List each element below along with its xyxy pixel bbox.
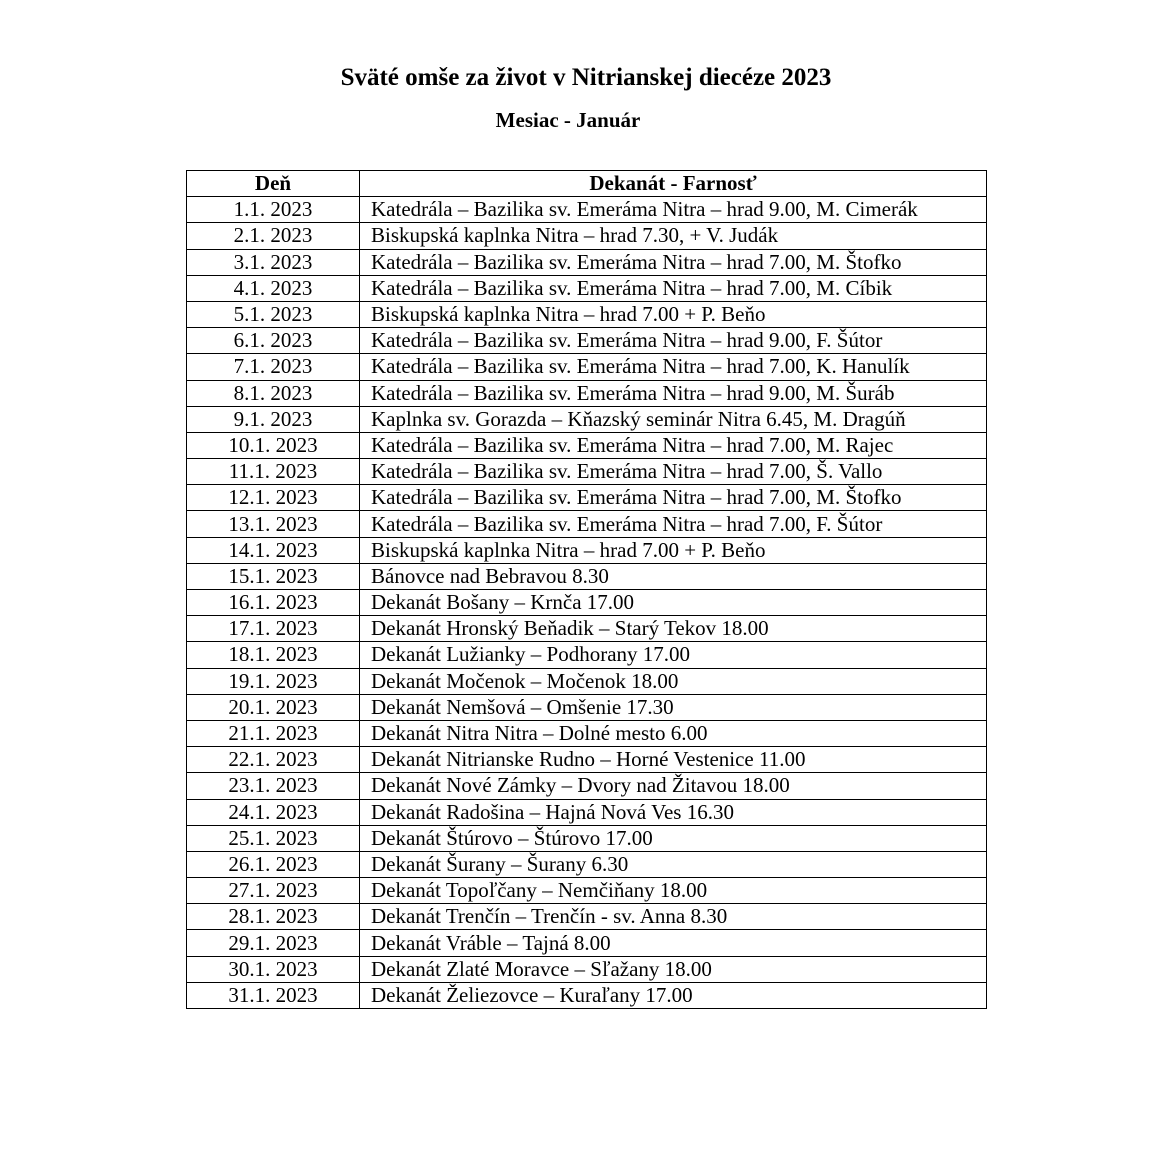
row-date: 1.1. 2023	[187, 197, 360, 223]
table-header-row	[187, 171, 987, 197]
row-date: 28.1. 2023	[187, 904, 360, 930]
table-row	[187, 773, 987, 799]
table-row	[187, 878, 987, 904]
row-date: 17.1. 2023	[187, 616, 360, 642]
table-row	[187, 485, 987, 511]
row-parish: Kaplnka sv. Gorazda – Kňazský seminár Nitra 6.45, M. Dragúň	[360, 406, 987, 432]
row-parish: Katedrála – Bazilika sv. Emeráma Nitra – hrad 7.00, M. Štofko	[360, 249, 987, 275]
row-parish: Katedrála – Bazilika sv. Emeráma Nitra – hrad 9.00, M. Cimerák	[360, 197, 987, 223]
row-parish: Biskupská kaplnka Nitra – hrad 7.30, + V. Judák	[360, 223, 987, 249]
table-row	[187, 616, 987, 642]
row-parish: Dekanát Nitra Nitra – Dolné mesto 6.00	[360, 720, 987, 746]
row-parish: Dekanát Nemšová – Omšenie 17.30	[360, 694, 987, 720]
row-parish: Dekanát Radošina – Hajná Nová Ves 16.30	[360, 799, 987, 825]
document-title: Sväté omše za život v Nitrianskej diecéze 2023	[340, 64, 832, 91]
row-parish: Katedrála – Bazilika sv. Emeráma Nitra – hrad 7.00, M. Cíbik	[360, 275, 987, 301]
row-date: 8.1. 2023	[187, 380, 360, 406]
row-date: 19.1. 2023	[187, 668, 360, 694]
row-date: 13.1. 2023	[187, 511, 360, 537]
row-date: 3.1. 2023	[187, 249, 360, 275]
table-row	[187, 511, 987, 537]
table-body	[187, 197, 987, 1009]
row-date: 4.1. 2023	[187, 275, 360, 301]
row-parish: Dekanát Trenčín – Trenčín - sv. Anna 8.30	[360, 904, 987, 930]
row-date: 16.1. 2023	[187, 590, 360, 616]
table-row	[187, 590, 987, 616]
row-parish: Dekanát Želiezovce – Kuraľany 17.00	[360, 982, 987, 1008]
row-parish: Dekanát Vráble – Tajná 8.00	[360, 930, 987, 956]
row-parish: Dekanát Hronský Beňadik – Starý Tekov 18.00	[360, 616, 987, 642]
table-row	[187, 354, 987, 380]
row-date: 10.1. 2023	[187, 432, 360, 458]
table-row	[187, 694, 987, 720]
row-date: 9.1. 2023	[187, 406, 360, 432]
document-subtitle: Mesiac - Január	[495, 108, 641, 132]
row-parish: Dekanát Lužianky – Podhorany 17.00	[360, 642, 987, 668]
row-date: 23.1. 2023	[187, 773, 360, 799]
table-row	[187, 223, 987, 249]
row-date: 22.1. 2023	[187, 747, 360, 773]
table-row	[187, 406, 987, 432]
row-parish: Katedrála – Bazilika sv. Emeráma Nitra – hrad 7.00, Š. Vallo	[360, 459, 987, 485]
column-header-parish: Dekanát - Farnosť	[360, 171, 987, 197]
table-row	[187, 197, 987, 223]
row-parish: Dekanát Topoľčany – Nemčiňany 18.00	[360, 878, 987, 904]
table-row	[187, 275, 987, 301]
row-parish: Katedrála – Bazilika sv. Emeráma Nitra – hrad 7.00, K. Hanulík	[360, 354, 987, 380]
row-parish: Katedrála – Bazilika sv. Emeráma Nitra – hrad 7.00, F. Šútor	[360, 511, 987, 537]
row-parish: Biskupská kaplnka Nitra – hrad 7.00 + P. Beňo	[360, 537, 987, 563]
table-row	[187, 537, 987, 563]
row-date: 25.1. 2023	[187, 825, 360, 851]
table-row	[187, 851, 987, 877]
table-row	[187, 249, 987, 275]
row-date: 27.1. 2023	[187, 878, 360, 904]
row-date: 5.1. 2023	[187, 301, 360, 327]
row-parish: Dekanát Bošany – Krnča 17.00	[360, 590, 987, 616]
table-row	[187, 380, 987, 406]
table-row	[187, 799, 987, 825]
row-parish: Katedrála – Bazilika sv. Emeráma Nitra – hrad 7.00, M. Rajec	[360, 432, 987, 458]
table-row	[187, 825, 987, 851]
row-parish: Dekanát Zlaté Moravce – Sľažany 18.00	[360, 956, 987, 982]
table-row	[187, 459, 987, 485]
row-parish: Bánovce nad Bebravou 8.30	[360, 563, 987, 589]
table-row	[187, 328, 987, 354]
table-row	[187, 930, 987, 956]
table-row	[187, 956, 987, 982]
row-date: 15.1. 2023	[187, 563, 360, 589]
table-row	[187, 904, 987, 930]
row-date: 12.1. 2023	[187, 485, 360, 511]
column-header-date: Deň	[187, 171, 360, 197]
row-date: 18.1. 2023	[187, 642, 360, 668]
row-parish: Dekanát Močenok – Močenok 18.00	[360, 668, 987, 694]
row-date: 21.1. 2023	[187, 720, 360, 746]
table-row	[187, 642, 987, 668]
table-row	[187, 668, 987, 694]
table-row	[187, 432, 987, 458]
row-date: 30.1. 2023	[187, 956, 360, 982]
table-row	[187, 720, 987, 746]
table-row	[187, 982, 987, 1008]
row-date: 7.1. 2023	[187, 354, 360, 380]
mass-schedule-table	[186, 170, 987, 1009]
row-date: 29.1. 2023	[187, 930, 360, 956]
row-parish: Biskupská kaplnka Nitra – hrad 7.00 + P. Beňo	[360, 301, 987, 327]
row-parish: Dekanát Nitrianske Rudno – Horné Vestenice 11.00	[360, 747, 987, 773]
table-row	[187, 301, 987, 327]
row-date: 20.1. 2023	[187, 694, 360, 720]
row-date: 11.1. 2023	[187, 459, 360, 485]
table-row	[187, 563, 987, 589]
row-date: 6.1. 2023	[187, 328, 360, 354]
row-date: 14.1. 2023	[187, 537, 360, 563]
row-parish: Dekanát Štúrovo – Štúrovo 17.00	[360, 825, 987, 851]
row-parish: Katedrála – Bazilika sv. Emeráma Nitra – hrad 9.00, M. Šuráb	[360, 380, 987, 406]
table-row	[187, 747, 987, 773]
row-date: 2.1. 2023	[187, 223, 360, 249]
row-parish: Katedrála – Bazilika sv. Emeráma Nitra – hrad 7.00, M. Štofko	[360, 485, 987, 511]
row-parish: Katedrála – Bazilika sv. Emeráma Nitra – hrad 9.00, F. Šútor	[360, 328, 987, 354]
row-parish: Dekanát Šurany – Šurany 6.30	[360, 851, 987, 877]
row-date: 31.1. 2023	[187, 982, 360, 1008]
row-date: 24.1. 2023	[187, 799, 360, 825]
row-parish: Dekanát Nové Zámky – Dvory nad Žitavou 18.00	[360, 773, 987, 799]
row-date: 26.1. 2023	[187, 851, 360, 877]
